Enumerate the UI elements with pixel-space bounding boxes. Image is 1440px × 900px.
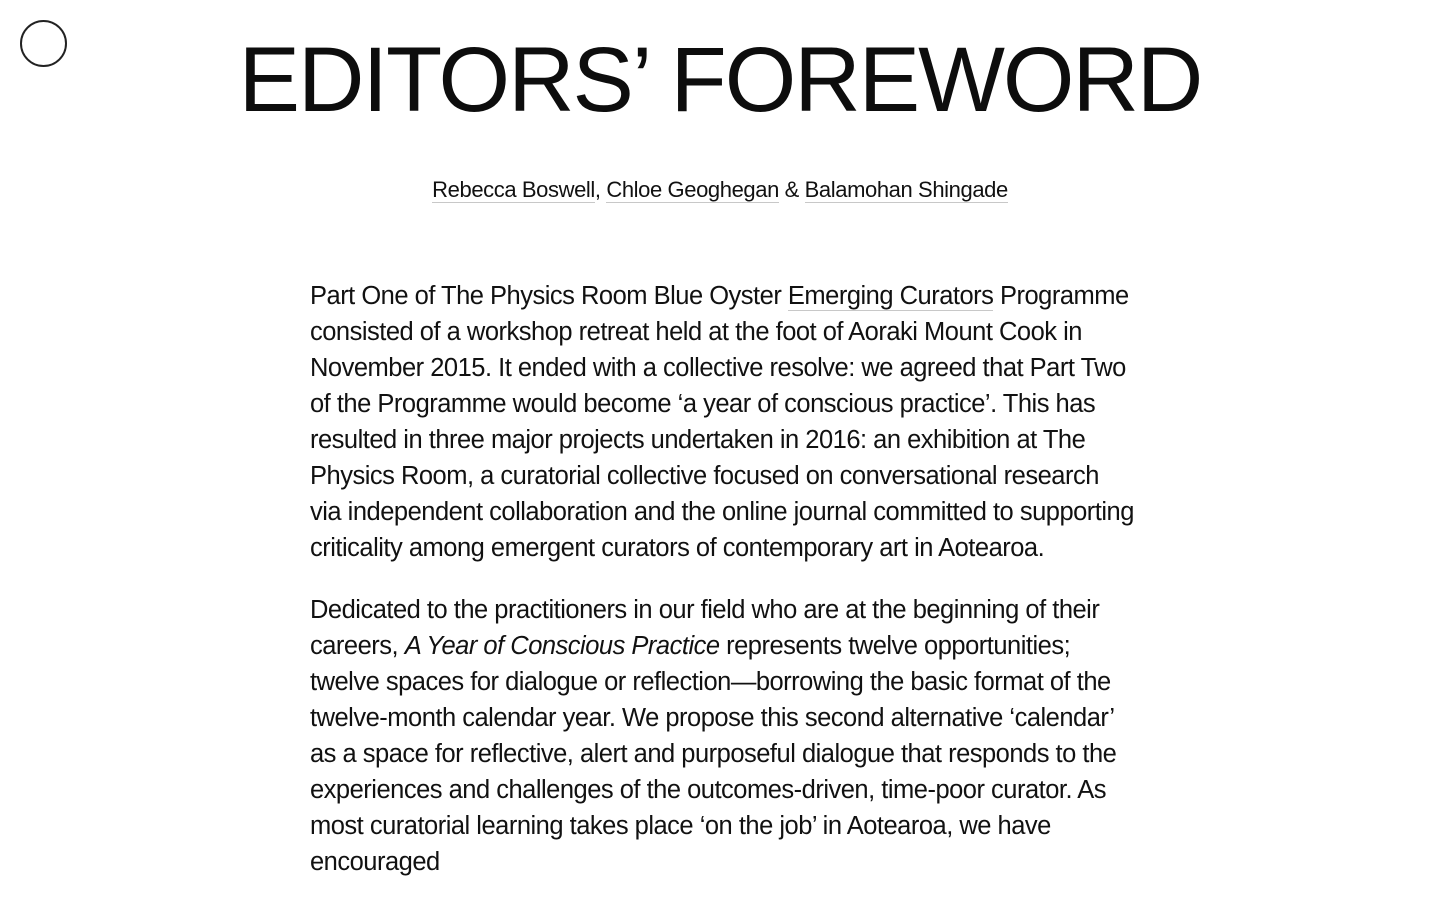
paragraph-1 [310,278,1135,566]
publication-title: A Year of Conscious Practice [404,632,720,660]
paragraph-2 [310,592,1135,880]
paragraph-text: Dedicated to the practitioners in our field who are at the beginning of their careers, [310,596,1100,660]
article-body [310,278,1135,900]
paragraph-text: represents twelve opportunities; twelve spaces for dialogue or reflection—borrowing the basic format of the twelve-month calendar year. We propose this second alternative ‘calendar’ as a space for reflective, alert and purposeful dialogue that responds to the experiences and challenges of the outcomes-driven, time-poor curator. As most curatorial learning takes place ‘on the job’ in Aotearoa, we have encouraged [310,632,1117,876]
author-separator: & [778,177,805,202]
page-title: EDITORS’ FOREWORD [238,29,1202,131]
author-link-balamohan-shingade[interactable]: Balamohan Shingade [804,177,1008,202]
paragraph-text: Part One of The Physics Room Blue Oyster [310,282,788,310]
emerging-curators-link[interactable]: Emerging Curators [787,282,994,310]
author-link-chloe-geoghegan[interactable]: Chloe Geoghegan [606,177,779,202]
author-byline [0,175,1440,205]
author-separator: , [594,177,607,202]
author-link-rebecca-boswell[interactable]: Rebecca Boswell [432,177,595,202]
paragraph-text: Programme consisted of a workshop retreat held at the foot of Aoraki Mount Cook in November 2015. It ended with a collective resolve: we agreed that Part Two of the Programme would become ‘a year of conscious practice’. This has resulted in three major projects undertaken in 2016: an exhibition at The Physics Room, a curatorial collective focused on conversational research via independent collaboration and the online journal committed to supporting criticality among emergent curators of contemporary art in Aotearoa. [310,282,1134,562]
